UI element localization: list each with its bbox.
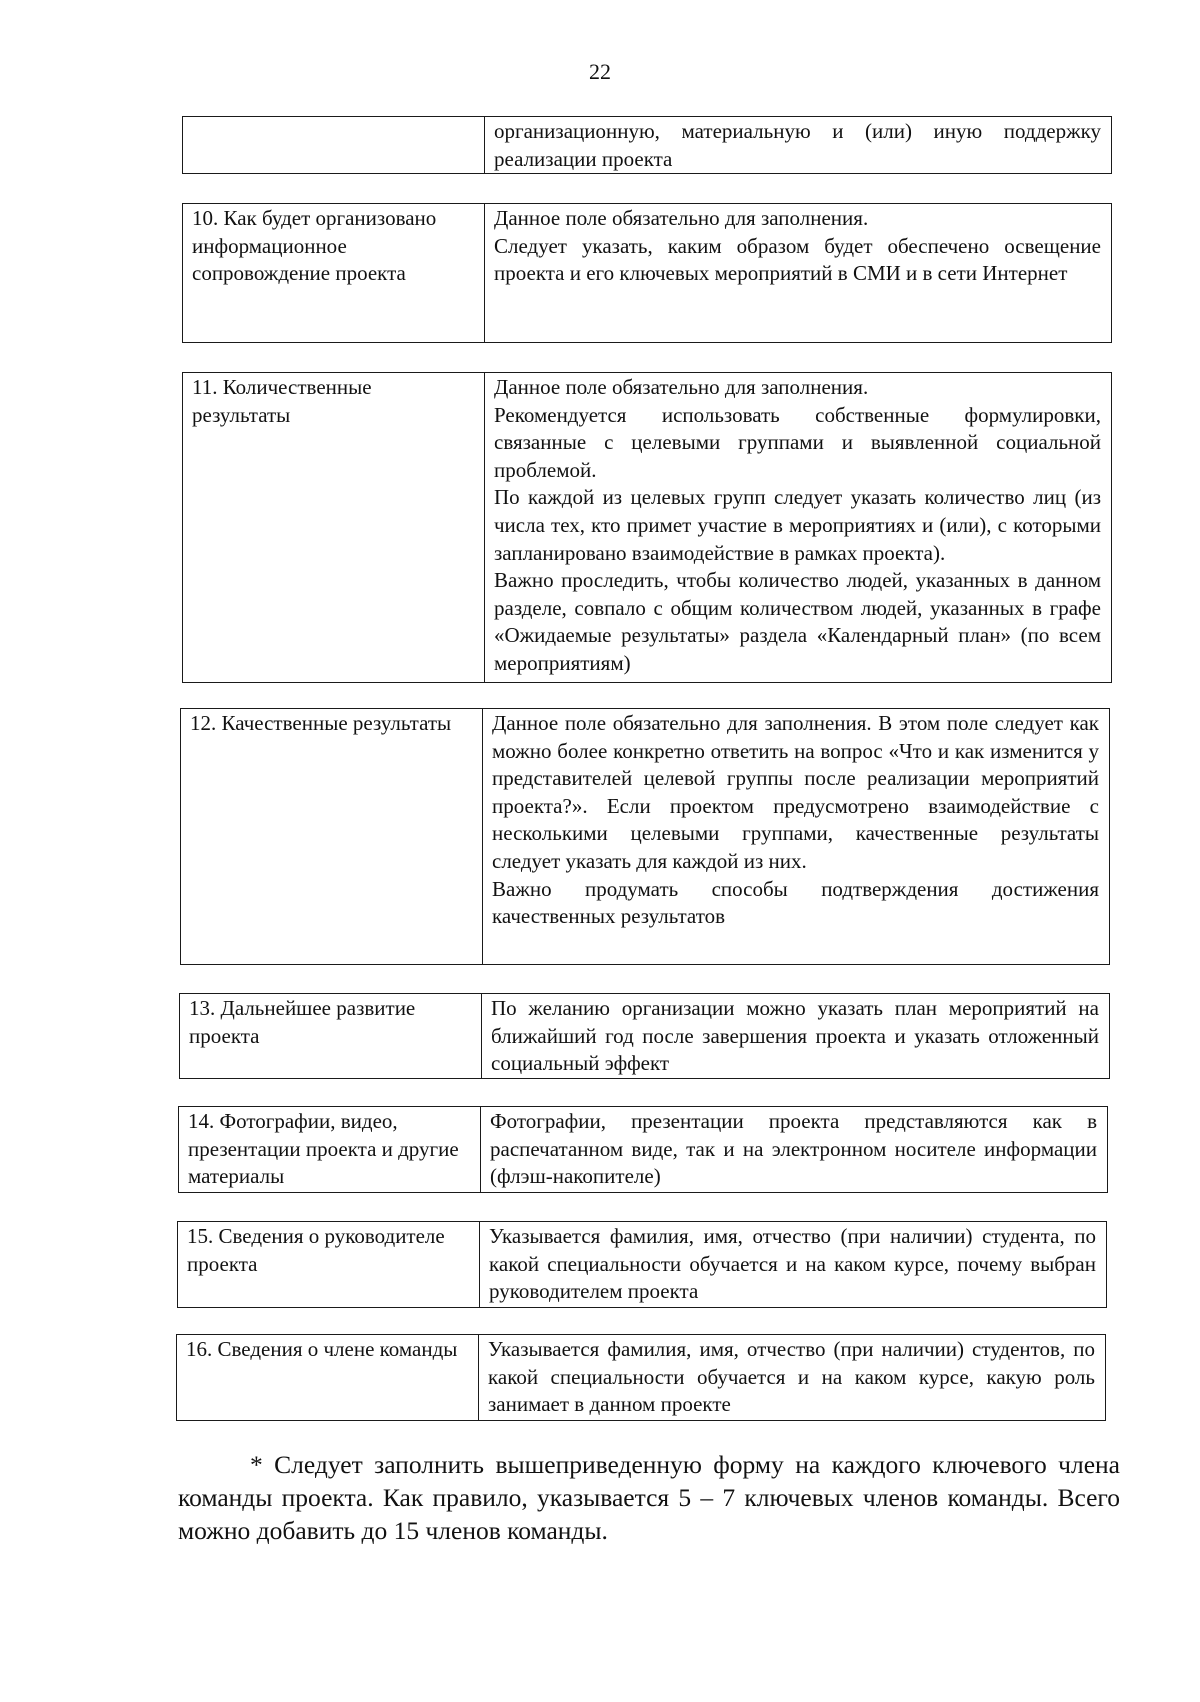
description-paragraph: организационную, материальную и (или) иную поддержку реализации проекта (494, 119, 1101, 171)
description-paragraph: Важно продумать способы подтверждения достижения качественных результатов (492, 876, 1099, 929)
field-label (183, 117, 485, 174)
table-row (181, 709, 1110, 965)
description-paragraph: Важно проследить, чтобы количество людей, указанных в данном разделе, совпало с общим количеством людей, указанных в графе «Ожидаемые результаты» раздела «Календарный план» (по всем мероприятиям) (494, 568, 1101, 675)
field-label: 12. Качественные результаты (181, 709, 483, 965)
table-row (178, 1222, 1107, 1308)
field-label: 16. Сведения о члене команды (177, 1335, 479, 1421)
description-paragraph: По желанию организации можно указать план мероприятий на ближайший год после завершения проекта и указать отложенный социальный эффект (491, 996, 1099, 1076)
table-row (183, 204, 1112, 343)
description-paragraph: Данное поле обязательно для заполнения. В этом поле следует как можно более конкретно ответить на вопрос «Что и как изменится у представителей целевой группы после реализации мероприятий проекта?». Если проектом предусмотрено взаимодействие с несколькими целевыми группами, качественные результаты следует указать для каждой из них. (492, 711, 1099, 873)
description-paragraph: Указывается фамилия, имя, отчество (при наличии) студента, по какой специальности обучается и на каком курсе, почему выбран руководителем проекта (489, 1224, 1096, 1304)
form-block-further-development (179, 993, 1110, 1079)
form-block-quantitative-results (182, 372, 1112, 683)
form-block-media-materials (178, 1106, 1108, 1193)
table-row (179, 1107, 1108, 1193)
field-description (482, 994, 1110, 1079)
table-row (177, 1335, 1106, 1421)
description-paragraph: По каждой из целевых групп следует указать количество лиц (из числа тех, кто примет участие в мероприятиях и (или), с которыми запланировано взаимодействие в рамках проекта). (494, 485, 1101, 565)
description-paragraph: Фотографии, презентации проекта представляются как в распечатанном виде, так и на электронном носителе информации (флэш-накопителе) (490, 1109, 1097, 1189)
footnote: * Следует заполнить вышеприведенную форму на каждого ключевого члена команды проекта. Как правило, указывается 5 – 7 ключевых членов команды. Всего можно добавить до 15 членов команды. (178, 1450, 1120, 1545)
field-label: 14. Фотографии, видео, презентации проекта и другие материалы (179, 1107, 481, 1193)
form-block-information-support (182, 203, 1112, 343)
table-row (183, 373, 1112, 683)
page-number: 22 (589, 59, 611, 84)
field-description (485, 204, 1112, 343)
field-description (480, 1222, 1107, 1308)
form-block-qualitative-results (180, 708, 1110, 965)
field-label: 10. Как будет организовано информационное сопровождение проекта (183, 204, 485, 343)
description-paragraph: Указывается фамилия, имя, отчество (при наличии) студентов, по какой специальности обучается и на каком курсе, какую роль занимает в данном проекте (488, 1337, 1095, 1417)
table-row (183, 117, 1112, 174)
table-row (180, 994, 1110, 1079)
description-paragraph: Следует указать, каким образом будет обеспечено освещение проекта и его ключевых мероприятий в СМИ и в сети Интернет (494, 233, 1101, 286)
description-paragraph: Рекомендуется использовать собственные формулировки, связанные с целевыми группами и выявленной социальной проблемой. (494, 402, 1101, 482)
field-description (485, 117, 1112, 174)
form-block-project-leader (177, 1221, 1107, 1308)
form-block-continuation (182, 116, 1112, 174)
description-paragraph: Данное поле обязательно для заполнения. (494, 375, 869, 399)
description-paragraph: Данное поле обязательно для заполнения. (494, 206, 869, 230)
field-description (483, 709, 1110, 965)
field-description (479, 1335, 1106, 1421)
field-description (481, 1107, 1108, 1193)
field-label: 15. Сведения о руководителе проекта (178, 1222, 480, 1308)
field-label: 13. Дальнейшее развитие проекта (180, 994, 482, 1079)
field-description (485, 373, 1112, 683)
field-label: 11. Количественные результаты (183, 373, 485, 683)
form-block-team-member (176, 1334, 1106, 1421)
